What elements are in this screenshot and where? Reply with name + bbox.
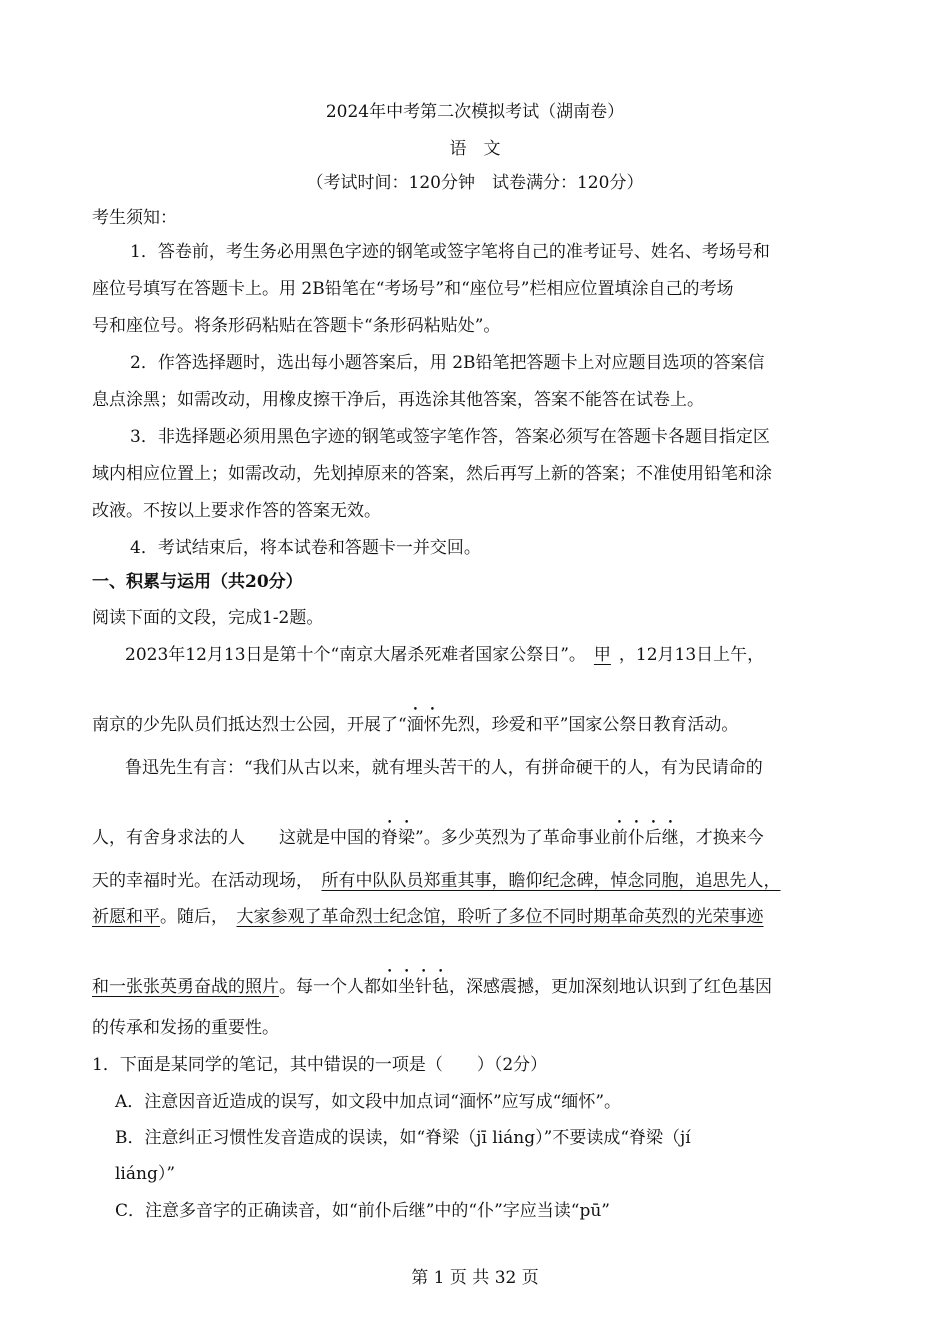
notice-heading: 考生须知： <box>92 208 177 228</box>
blank-jia: 甲 <box>593 645 611 665</box>
underlined-sentence: 所有中队队员郑重其事，瞻仰纪念碑，悼念同胞，追思先人， <box>321 871 781 891</box>
dotted-word: 前仆后继 <box>610 828 679 848</box>
section-instruction: 阅读下面的文段，完成1-2题。 <box>92 608 324 628</box>
option-b: B．注意纠正习惯性发音造成的误读，如“脊梁（jī liáng）”不要读成“脊梁（jí <box>115 1128 691 1148</box>
passage-line: 天的幸福时光。在活动现场， 所有中队队员郑重其事，瞻仰纪念碑，悼念同胞，追思先人， <box>92 871 781 891</box>
passage-line: 人，有舍身求法的人 这就是中国的脊梁”。多少英烈为了革命事业前仆后继，才换来今 <box>92 828 764 848</box>
exam-info: （考试时间：120分钟 试卷满分：120分） <box>306 173 644 193</box>
question-stem: 1．下面是某同学的笔记，其中错误的一项是（ ）（2分） <box>92 1055 548 1075</box>
dotted-word: 脊梁 <box>381 828 415 848</box>
subject-title: 语 文 <box>449 139 501 159</box>
option-a: A．注意因音近造成的误写，如文段中加点词“湎怀”应写成“缅怀”。 <box>115 1092 622 1112</box>
page-number: 第 1 页 共 32 页 <box>411 1268 539 1288</box>
underlined-sentence: 大家参观了革命烈士纪念馆，聆听了多位不同时期革命英烈的光荣事迹 <box>236 907 764 927</box>
passage-line: 祈愿和平。随后， 大家参观了革命烈士纪念馆，聆听了多位不同时期革命英烈的光荣事迹 <box>92 907 764 927</box>
notice-line: 1．答卷前，考生务必用黑色字迹的钢笔或签字笔将自己的准考证号、姓名、考场号和 <box>130 242 770 262</box>
notice-line: 2．作答选择题时，选出每小题答案后，用 2B铅笔把答题卡上对应题目选项的答案信 <box>130 353 765 373</box>
passage-line: 2023年12月13日是第十个“南京大屠杀死难者国家公祭日”。 甲 ，12月13日上午， <box>125 645 765 665</box>
passage-line: 鲁迅先生有言：“我们从古以来，就有埋头苦干的人，有拼命硬干的人，有为民请命的 <box>125 758 763 778</box>
underlined-sentence: 和一张张英勇奋战的照片 <box>92 977 279 997</box>
notice-line: 3．非选择题必须用黑色字迹的钢笔或签字笔作答，答案必须写在答题卡各题目指定区 <box>130 427 770 447</box>
underlined-sentence: 祈愿和平 <box>92 907 160 927</box>
notice-line: 改液。不按以上要求作答的答案无效。 <box>92 501 381 521</box>
passage-line: 南京的少先队员们抵达烈士公园，开展了“湎怀先烈，珍爱和平”国家公祭日教育活动。 <box>92 715 739 735</box>
notice-line: 座位号填写在答题卡上。用 2B铅笔在“考场号”和“座位号”栏相应位置填涂自己的考场 <box>92 279 734 299</box>
dotted-word: 湎怀 <box>406 715 441 735</box>
option-c: C．注意多音字的正确读音，如“前仆后继”中的“仆”字应当读“pū” <box>115 1201 610 1221</box>
passage-line: 的传承和发扬的重要性。 <box>92 1018 279 1038</box>
notice-line: 4．考试结束后，将本试卷和答题卡一并交回。 <box>130 538 481 558</box>
notice-line: 号和座位号。将条形码粘贴在答题卡“条形码粘贴处”。 <box>92 316 501 336</box>
option-b-cont: liáng）” <box>115 1164 176 1184</box>
notice-line: 息点涂黑；如需改动，用橡皮擦干净后，再选涂其他答案，答案不能答在试卷上。 <box>92 390 704 410</box>
exam-title: 2024年中考第二次模拟考试（湖南卷） <box>325 102 625 122</box>
passage-line: 和一张张英勇奋战的照片。每一个人都如坐针毡，深感震撼，更加深刻地认识到了红色基因 <box>92 977 772 997</box>
dotted-word: 如坐针毡 <box>381 977 449 997</box>
section-heading: 一、积累与运用（共20分） <box>92 572 303 592</box>
notice-line: 域内相应位置上；如需改动，先划掉原来的答案，然后再写上新的答案；不准使用铅笔和涂 <box>92 464 772 484</box>
